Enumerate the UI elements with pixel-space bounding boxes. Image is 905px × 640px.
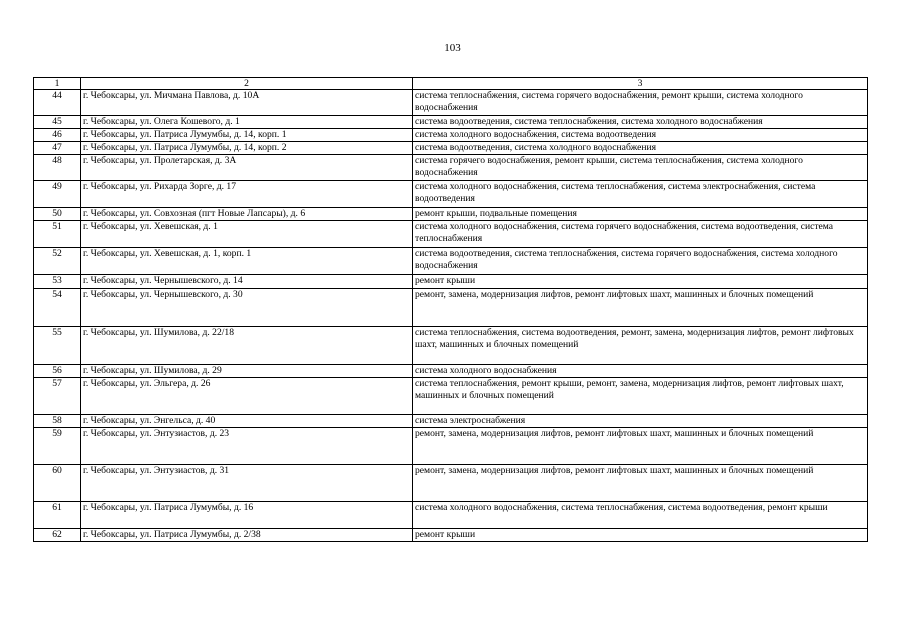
table-row [34, 90, 868, 116]
row-number: 50 [34, 208, 81, 221]
table-row [34, 465, 868, 502]
table-row [34, 155, 868, 181]
row-works: система электроснабжения [413, 415, 868, 428]
works-table [33, 77, 868, 542]
table-row [34, 289, 868, 327]
row-address: г. Чебоксары, ул. Хевешская, д. 1 [81, 221, 413, 248]
column-header-works: 3 [413, 78, 868, 90]
row-number: 52 [34, 248, 81, 275]
table-row [34, 428, 868, 465]
row-number: 59 [34, 428, 81, 465]
row-works: система водоотведения, система холодного водоснабжения [413, 142, 868, 155]
row-address: г. Чебоксары, ул. Шумилова, д. 29 [81, 365, 413, 378]
row-works: система теплоснабжения, система горячего водоснабжения, ремонт крыши, система холодного водоснабжения [413, 90, 868, 116]
row-address: г. Чебоксары, ул. Рихарда Зорге, д. 17 [81, 181, 413, 208]
row-works: ремонт, замена, модернизация лифтов, ремонт лифтовых шахт, машинных и блочных помещений [413, 289, 868, 327]
table-row [34, 248, 868, 275]
table-row [34, 221, 868, 248]
row-number: 44 [34, 90, 81, 116]
row-number: 53 [34, 275, 81, 289]
row-works: ремонт, замена, модернизация лифтов, ремонт лифтовых шахт, машинных и блочных помещений [413, 465, 868, 502]
row-number: 46 [34, 129, 81, 142]
row-address: г. Чебоксары, ул. Патриса Лумумбы, д. 14, корп. 2 [81, 142, 413, 155]
row-address: г. Чебоксары, ул. Энтузиастов, д. 31 [81, 465, 413, 502]
table-row [34, 502, 868, 529]
row-address: г. Чебоксары, ул. Эльгера, д. 26 [81, 378, 413, 415]
row-works: система водоотведения, система теплоснабжения, система холодного водоснабжения [413, 116, 868, 129]
table-row [34, 142, 868, 155]
row-works: система холодного водоснабжения [413, 365, 868, 378]
row-works: ремонт, замена, модернизация лифтов, ремонт лифтовых шахт, машинных и блочных помещений [413, 428, 868, 465]
row-number: 61 [34, 502, 81, 529]
row-address: г. Чебоксары, ул. Олега Кошевого, д. 1 [81, 116, 413, 129]
row-works: система горячего водоснабжения, ремонт крыши, система теплоснабжения, система холодного водоснабжения [413, 155, 868, 181]
row-works: система холодного водоснабжения, система теплоснабжения, система электроснабжения, система водоотведения [413, 181, 868, 208]
table-row [34, 327, 868, 365]
table-header-row [34, 78, 868, 90]
row-works: система холодного водоснабжения, система теплоснабжения, система водоотведения, ремонт крыши [413, 502, 868, 529]
row-number: 54 [34, 289, 81, 327]
row-works: ремонт крыши [413, 275, 868, 289]
page-number: 103 [444, 42, 461, 54]
row-address: г. Чебоксары, ул. Энгельса, д. 40 [81, 415, 413, 428]
row-address: г. Чебоксары, ул. Совхозная (пгт Новые Лапсары), д. 6 [81, 208, 413, 221]
table-row [34, 378, 868, 415]
row-number: 57 [34, 378, 81, 415]
row-address: г. Чебоксары, ул. Чернышевского, д. 14 [81, 275, 413, 289]
row-address: г. Чебоксары, ул. Шумилова, д. 22/18 [81, 327, 413, 365]
row-number: 49 [34, 181, 81, 208]
row-number: 62 [34, 529, 81, 542]
row-works: система теплоснабжения, ремонт крыши, ремонт, замена, модернизация лифтов, ремонт лифтовых шахт, машинных и блочных помещений [413, 378, 868, 415]
table-row [34, 365, 868, 378]
row-works: ремонт крыши [413, 529, 868, 542]
table-row [34, 129, 868, 142]
table-row [34, 208, 868, 221]
row-works: система холодного водоснабжения, система водоотведения [413, 129, 868, 142]
table-row [34, 116, 868, 129]
row-address: г. Чебоксары, ул. Патриса Лумумбы, д. 16 [81, 502, 413, 529]
row-works: система водоотведения, система теплоснабжения, система горячего водоснабжения, система холодного водоснабжения [413, 248, 868, 275]
row-address: г. Чебоксары, ул. Мичмана Павлова, д. 10А [81, 90, 413, 116]
row-works: система теплоснабжения, система водоотведения, ремонт, замена, модернизация лифтов, ремонт лифтовых шахт, машинных и блочных помещений [413, 327, 868, 365]
row-address: г. Чебоксары, ул. Пролетарская, д. 3А [81, 155, 413, 181]
row-works: система холодного водоснабжения, система горячего водоснабжения, система водоотведения, система теплоснабжения [413, 221, 868, 248]
table-row [34, 275, 868, 289]
row-address: г. Чебоксары, ул. Патриса Лумумбы, д. 14, корп. 1 [81, 129, 413, 142]
column-header-address: 2 [81, 78, 413, 90]
row-number: 51 [34, 221, 81, 248]
table-row [34, 415, 868, 428]
row-number: 48 [34, 155, 81, 181]
row-number: 45 [34, 116, 81, 129]
row-address: г. Чебоксары, ул. Чернышевского, д. 30 [81, 289, 413, 327]
row-number: 55 [34, 327, 81, 365]
row-address: г. Чебоксары, ул. Хевешская, д. 1, корп. 1 [81, 248, 413, 275]
row-address: г. Чебоксары, ул. Энтузиастов, д. 23 [81, 428, 413, 465]
row-address: г. Чебоксары, ул. Патриса Лумумбы, д. 2/38 [81, 529, 413, 542]
row-number: 60 [34, 465, 81, 502]
row-number: 47 [34, 142, 81, 155]
row-works: ремонт крыши, подвальные помещения [413, 208, 868, 221]
row-number: 56 [34, 365, 81, 378]
table-row [34, 529, 868, 542]
column-header-number: 1 [34, 78, 81, 90]
table-row [34, 181, 868, 208]
row-number: 58 [34, 415, 81, 428]
